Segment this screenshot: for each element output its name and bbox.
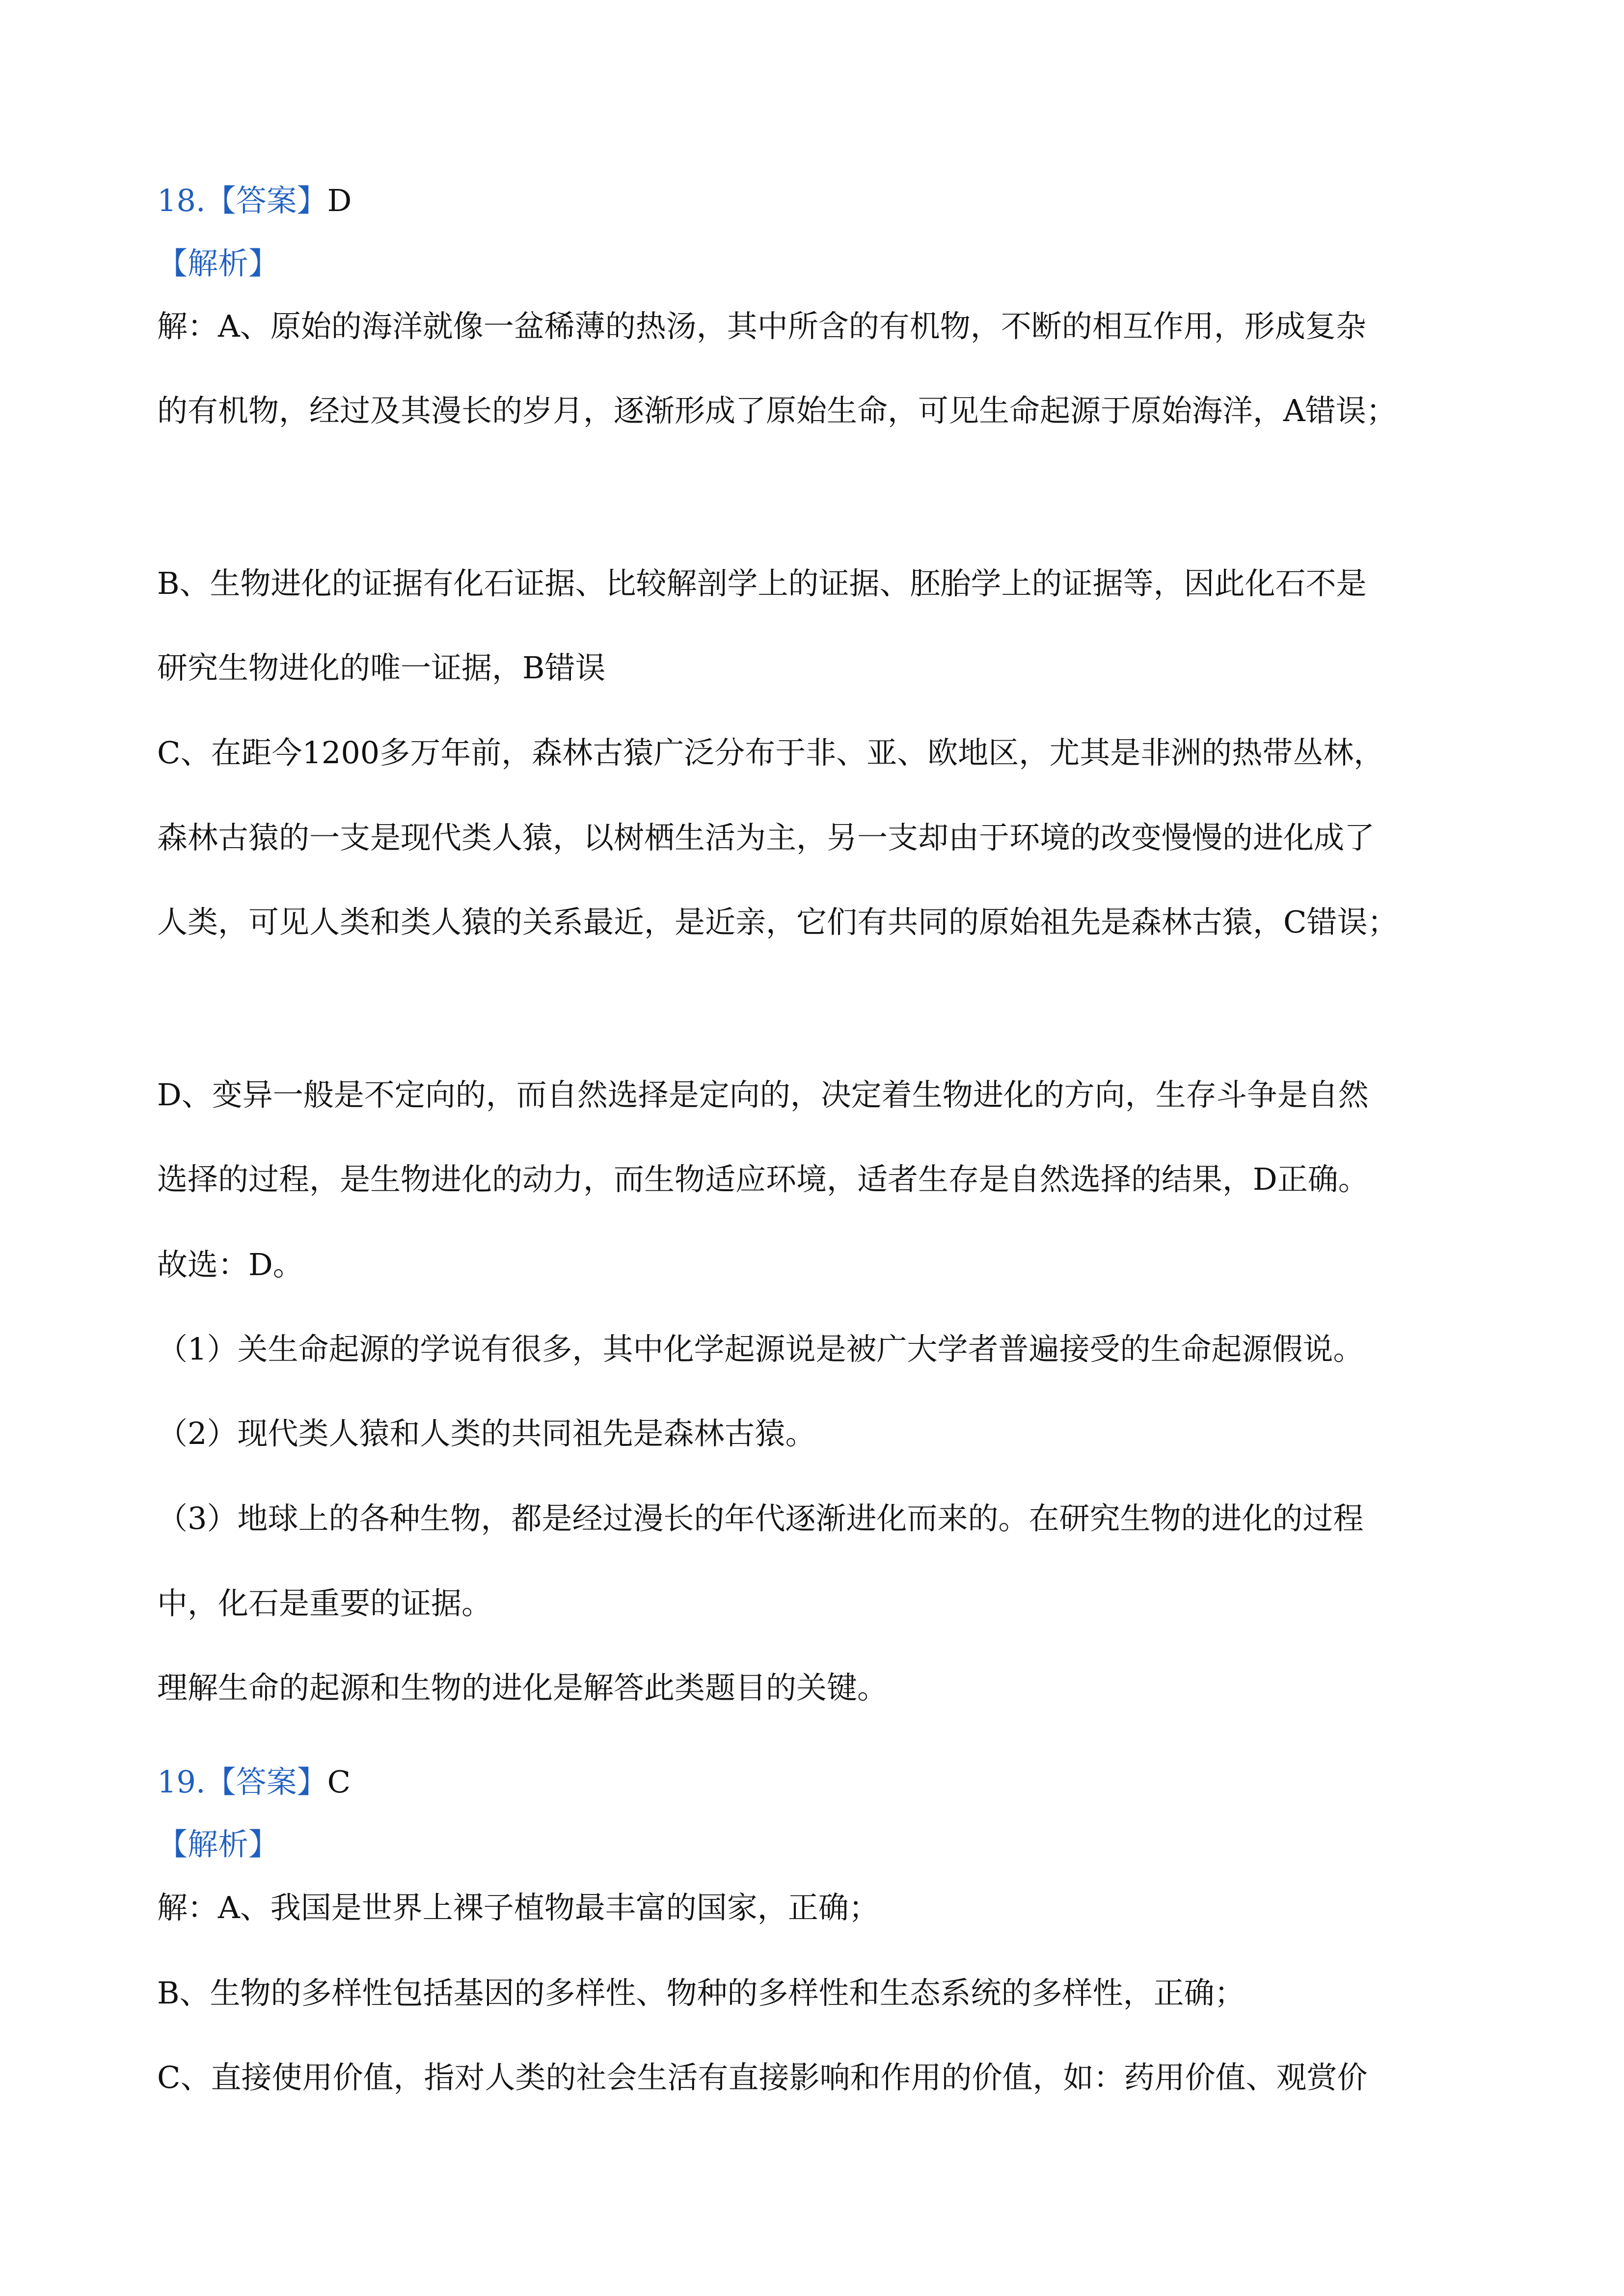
q19-line-3: C、直接使用价值，指对人类的社会生活有直接影响和作用的价值，如：药用价值、观赏价 [157,2059,1368,2095]
q18-number: 18. [157,183,206,218]
q19-number: 19. [157,1764,206,1800]
q18-line-11: （1）关生命起源的学说有很多，其中化学起源说是被广大学者普遍接受的生命起源假说。 [157,1331,1364,1367]
q19-line-1: 解：A、我国是世界上裸子植物最丰富的国家，正确； [157,1890,879,1925]
q19-answer: C [327,1764,351,1800]
q18-line-4: 研究生物进化的唯一证据，B错误 [157,650,606,686]
q18-line-13: （3）地球上的各种生物，都是经过漫长的年代逐渐进化而来的。在研究生物的进化的过程 [157,1500,1364,1536]
q18-analysis-tag: 【解析】 [157,245,279,281]
q18-line-9: 选择的过程，是生物进化的动力，而生物适应环境，适者生存是自然选择的结果，D正确。 [157,1161,1369,1197]
q18-answer-tag: 【答案】 [205,183,327,218]
q18-line-7: 人类，可见人类和类人猿的关系最近，是近亲，它们有共同的原始祖先是森林古猿，C错误； [157,904,1398,940]
q18-line-3: B、生物进化的证据有化石证据、比较解剖学上的证据、胚胎学上的证据等，因此化石不是 [157,565,1367,601]
q18-line-14: 中，化石是重要的证据。 [157,1585,492,1621]
q18-line-15: 理解生命的起源和生物的进化是解答此类题目的关键。 [157,1670,888,1706]
q18-line-12: （2）现代类人猿和人类的共同祖先是森林古猿。 [157,1415,816,1451]
q18-line-2: 的有机物，经过及其漫长的岁月，逐渐形成了原始生命，可见生命起源于原始海洋，A错误； [157,393,1397,428]
q18-answer: D [327,183,352,218]
q18-line-5: C、在距今1200多万年前，森林古猿广泛分布于非、亚、欧地区，尤其是非洲的热带丛林， [157,735,1384,771]
q19-analysis-tag: 【解析】 [157,1826,279,1862]
q19-line-2: B、生物的多样性包括基因的多样性、物种的多样性和生态系统的多样性，正确； [157,1975,1245,2011]
q19-answer-line [157,1764,351,1800]
q18-line-10: 故选：D。 [157,1247,303,1282]
q19-answer-tag: 【答案】 [205,1764,327,1800]
q18-line-6: 森林古猿的一支是现代类人猿，以树栖生活为主，另一支却由于环境的改变慢慢的进化成了 [157,820,1375,855]
q18-answer-line [157,183,352,218]
q18-line-1: 解：A、原始的海洋就像一盆稀薄的热汤，其中所含的有机物，不断的相互作用，形成复杂 [157,308,1366,344]
q18-line-8: D、变异一般是不定向的，而自然选择是定向的，决定着生物进化的方向，生存斗争是自然 [157,1077,1369,1113]
